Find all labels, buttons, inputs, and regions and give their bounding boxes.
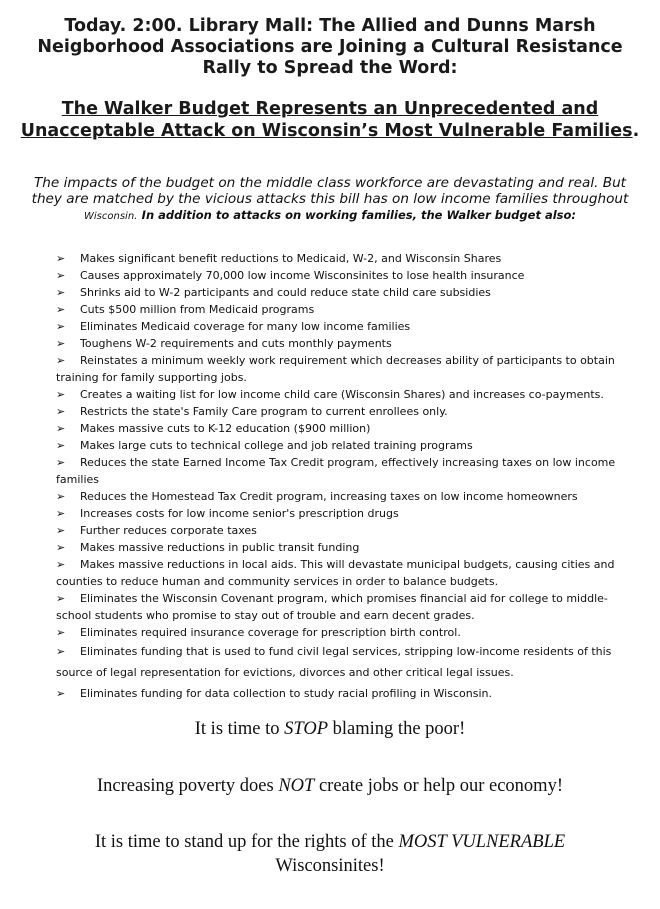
list-item-text: Toughens W-2 requirements and cuts monthly payments	[80, 337, 392, 350]
list-item	[56, 284, 642, 301]
subhead	[10, 98, 650, 142]
closing-line-poverty	[10, 774, 650, 798]
list-item	[56, 488, 642, 505]
closing-line1-post: blaming the poor!	[328, 719, 466, 739]
arrowhead-bullet-icon: ➢	[56, 592, 66, 605]
closing-line1-emphasis: STOP	[284, 719, 329, 739]
list-item-text: Shrinks aid to W-2 participants and could reduce state child care subsidies	[80, 286, 491, 299]
list-item	[56, 556, 642, 590]
arrowhead-bullet-icon: ➢	[56, 541, 66, 554]
list-item	[56, 505, 642, 522]
arrowhead-bullet-icon: ➢	[56, 439, 66, 452]
list-item-text: Eliminates funding that is used to fund civil legal services, stripping low-income residents of this source of legal representation for evictions, divorces and other critical legal issues.	[56, 645, 612, 679]
arrowhead-bullet-icon: ➢	[56, 524, 66, 537]
list-item-text: Makes massive cuts to K-12 education ($900 million)	[80, 422, 371, 435]
headline: Today. 2:00. Library Mall: The Allied and Dunns Marsh Neigborhood Associations are Joining a Cultural Resistance Rally to Spread the Word:	[37, 16, 623, 78]
list-item	[56, 335, 642, 352]
list-item	[56, 683, 642, 704]
list-item-text: Makes large cuts to technical college and job related training programs	[80, 439, 473, 452]
arrowhead-bullet-icon: ➢	[56, 354, 66, 367]
list-item	[56, 420, 642, 437]
list-item	[56, 624, 642, 641]
list-item	[56, 539, 642, 556]
list-item-text: Causes approximately 70,000 low income Wisconsinites to lose health insurance	[80, 269, 525, 282]
arrowhead-bullet-icon: ➢	[56, 626, 66, 639]
subhead-period: .	[632, 121, 640, 141]
list-item	[56, 318, 642, 335]
list-item	[56, 386, 642, 403]
list-item-text: Eliminates the Wisconsin Covenant program, which promises financial aid for college to middle-school students who promise to stay out of trouble and earn decent grades.	[56, 592, 608, 622]
list-item	[56, 641, 642, 683]
list-item-text: Cuts $500 million from Medicaid programs	[80, 303, 315, 316]
list-item-text: Reinstates a minimum weekly work requirement which decreases ability of participants to obtain training for family supporting jobs.	[56, 354, 615, 384]
closing-line-stop	[10, 717, 650, 741]
list-item	[56, 454, 642, 488]
closing-line2-pre: Increasing poverty does	[97, 776, 279, 796]
arrowhead-bullet-icon: ➢	[56, 558, 66, 571]
list-item	[56, 250, 642, 267]
list-item-text: Restricts the state's Family Care program to current enrollees only.	[80, 405, 448, 418]
list-item-text: Reduces the state Earned Income Tax Credit program, effectively increasing taxes on low income families	[56, 456, 616, 486]
intro-main: The impacts of the budget on the middle class workforce are devastating and real. But they are matched by the vicious attacks this bill has on low income families throughout	[31, 175, 629, 207]
list-item-text: Eliminates required insurance coverage for prescription birth control.	[80, 626, 461, 639]
list-item	[56, 267, 642, 284]
arrowhead-bullet-icon: ➢	[56, 303, 66, 316]
list-item-text: Makes significant benefit reductions to Medicaid, W-2, and Wisconsin Shares	[80, 252, 502, 265]
arrowhead-bullet-icon: ➢	[56, 507, 66, 520]
arrowhead-bullet-icon: ➢	[56, 490, 66, 503]
list-item	[56, 437, 642, 454]
arrowhead-bullet-icon: ➢	[56, 422, 66, 435]
list-item	[56, 522, 642, 539]
arrowhead-bullet-icon: ➢	[56, 645, 66, 658]
list-item-text: Makes massive reductions in local aids. This will devastate municipal budgets, causing cities and counties to reduce human and community services in order to balance budgets.	[56, 558, 615, 588]
list-item	[56, 352, 642, 386]
closing-line3-pre: It is time to stand up for the rights of the	[94, 832, 399, 852]
intro-paragraph	[18, 175, 642, 225]
intro-small: Wisconsin.	[84, 211, 138, 222]
closing-line1-pre: It is time to	[194, 719, 285, 739]
list-item-text: Increases costs for low income senior's prescription drugs	[80, 507, 399, 520]
list-item	[56, 403, 642, 420]
closing-line-rights	[10, 830, 650, 878]
arrowhead-bullet-icon: ➢	[56, 388, 66, 401]
list-item-text: Further reduces corporate taxes	[80, 524, 257, 537]
closing-line3-post: Wisconsinites!	[275, 856, 385, 876]
list-item-text: Reduces the Homestead Tax Credit program, increasing taxes on low income homeowners	[80, 490, 578, 503]
list-item	[56, 301, 642, 318]
budget-impacts-list	[56, 250, 642, 704]
arrowhead-bullet-icon: ➢	[56, 405, 66, 418]
arrowhead-bullet-icon: ➢	[56, 269, 66, 282]
list-item-text: Eliminates funding for data collection to study racial profiling in Wisconsin.	[80, 687, 492, 700]
subhead-underlined: The Walker Budget Represents an Unprecedented and Unacceptable Attack on Wisconsin’s Most Vulnerable Families	[20, 99, 633, 141]
arrowhead-bullet-icon: ➢	[56, 687, 66, 700]
arrowhead-bullet-icon: ➢	[56, 456, 66, 469]
closing-line2-post: create jobs or help our economy!	[314, 776, 563, 796]
list-item-text: Makes massive reductions in public transit funding	[80, 541, 360, 554]
closing-line3-emphasis: MOST VULNERABLE	[398, 832, 566, 852]
arrowhead-bullet-icon: ➢	[56, 337, 66, 350]
arrowhead-bullet-icon: ➢	[56, 286, 66, 299]
list-item	[56, 590, 642, 624]
list-item-text: Creates a waiting list for low income child care (Wisconsin Shares) and increases co-payments.	[80, 388, 604, 401]
arrowhead-bullet-icon: ➢	[56, 320, 66, 333]
intro-bold: In addition to attacks on working families, the Walker budget also:	[141, 208, 576, 222]
arrowhead-bullet-icon: ➢	[56, 252, 66, 265]
closing-line2-emphasis: NOT	[278, 776, 315, 796]
list-item-text: Eliminates Medicaid coverage for many low income families	[80, 320, 411, 333]
